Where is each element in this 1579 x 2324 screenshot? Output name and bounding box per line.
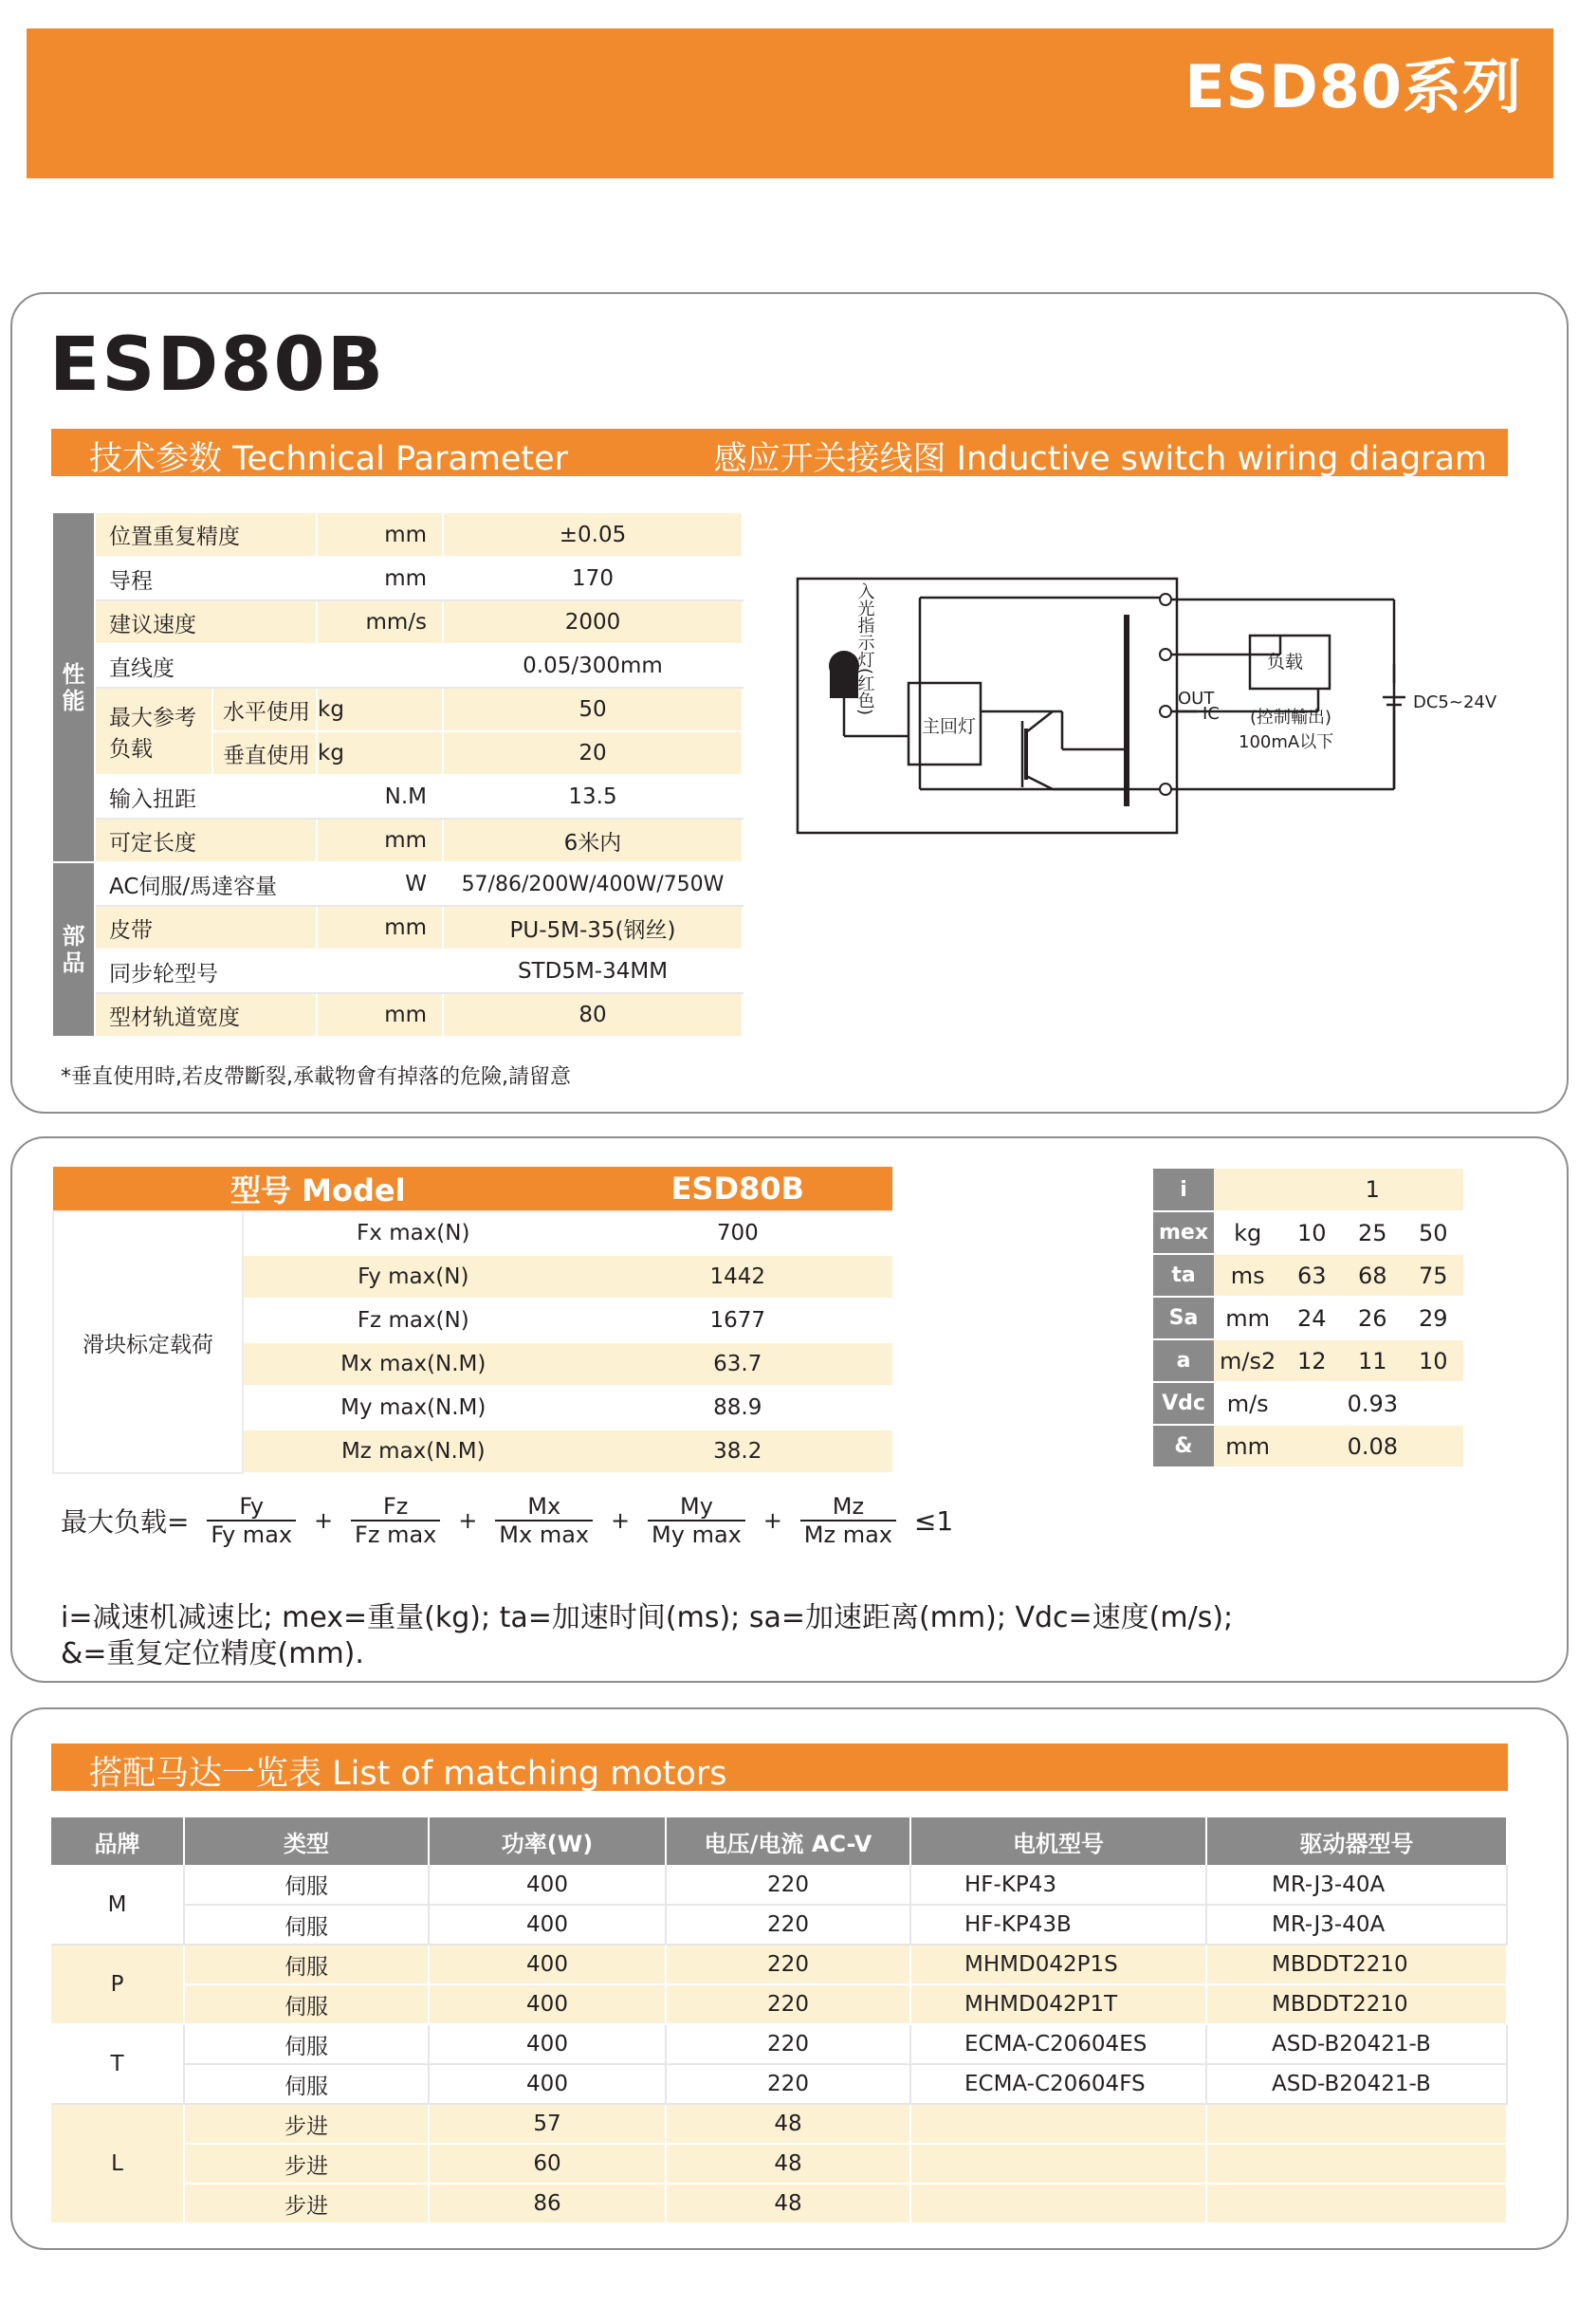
speed-value: 25	[1342, 1211, 1403, 1254]
motor-model-cell	[910, 2144, 1206, 2184]
speed-value: 0.08	[1281, 1425, 1463, 1467]
param-unit: W	[317, 862, 443, 906]
main-circuit-label: 主回灯	[922, 716, 977, 737]
type-cell: 步进	[184, 2184, 429, 2223]
param-unit	[317, 644, 443, 688]
param-value: 2000	[443, 600, 743, 644]
load-value: 88.9	[583, 1386, 892, 1429]
speed-key: i	[1153, 1169, 1214, 1211]
load-name: Fx max(N)	[243, 1211, 583, 1255]
param-name: 导程	[95, 557, 317, 600]
param-value: STD5M-34MM	[443, 950, 743, 993]
voltage-label: DC5~24V	[1413, 692, 1497, 712]
param-value: 80	[443, 993, 743, 1037]
type-cell: 步进	[184, 2104, 429, 2144]
speed-unit: m/s2	[1214, 1339, 1281, 1382]
param-unit: N.M	[317, 775, 443, 819]
param-name: 输入扭距	[95, 775, 317, 819]
load-value: 700	[583, 1211, 892, 1255]
voltage-cell: 48	[666, 2184, 910, 2223]
section-bar-motors	[51, 1743, 1508, 1791]
load-value: 1677	[583, 1299, 892, 1342]
motor-model-cell: MHMD042P1S	[910, 1945, 1206, 1984]
wiring-diagram	[787, 569, 1536, 854]
param-unit: kg	[317, 731, 443, 775]
voltage-cell: 220	[666, 2024, 910, 2064]
load-name: Mz max(N.M)	[243, 1429, 583, 1473]
param-name: 皮带	[95, 906, 317, 950]
param-name: 建议速度	[95, 600, 317, 644]
voltage-cell: 220	[666, 1905, 910, 1945]
load-name: My max(N.M)	[243, 1386, 583, 1429]
speed-value: 1	[1281, 1169, 1463, 1211]
load-label: 负载	[1267, 652, 1304, 673]
driver-model-cell	[1206, 2104, 1507, 2144]
symbol-legend-line2: &=重复定位精度(mm).	[61, 1637, 364, 1670]
motor-model-cell: MHMD042P1T	[910, 1984, 1206, 2024]
speed-key: Vdc	[1153, 1382, 1214, 1425]
cat-parts: 部品	[53, 862, 95, 1037]
speed-unit: mm	[1214, 1425, 1281, 1467]
param-unit: mm	[317, 557, 443, 600]
formula-tail: ≤1	[913, 1504, 954, 1537]
speed-value: 10	[1403, 1339, 1463, 1382]
type-cell: 伺服	[184, 2024, 429, 2064]
param-name: 可定长度	[95, 819, 317, 862]
tech-title: 技术参数 Technical Parameter	[89, 440, 569, 478]
driver-model-cell: MR-J3-40A	[1206, 1865, 1507, 1905]
cat-performance: 性能	[53, 513, 95, 862]
param-name: 最大参考负载	[95, 688, 212, 775]
power-cell: 400	[429, 1984, 666, 2024]
speed-unit: ms	[1214, 1254, 1281, 1297]
power-cell: 400	[429, 2024, 666, 2064]
load-name: Mx max(N.M)	[243, 1342, 583, 1386]
speed-table	[1153, 1169, 1463, 1468]
wiring-title: 感应开关接线图 Inductive switch wiring diagram	[713, 440, 1487, 478]
type-cell: 步进	[184, 2144, 429, 2184]
power-cell: 400	[429, 1945, 666, 1984]
slider-load-table	[52, 1167, 892, 1474]
load-name: Fz max(N)	[243, 1299, 583, 1342]
formula-term: $\frac{Fy}{\text{Fy max}}$	[207, 1493, 296, 1548]
param-sub: 水平使用	[212, 688, 317, 731]
motor-model-cell: HF-KP43	[910, 1865, 1206, 1905]
speed-value: 29	[1403, 1297, 1463, 1339]
param-unit: mm	[317, 513, 443, 557]
speed-value: 75	[1403, 1254, 1463, 1297]
ic-label: IC	[1203, 704, 1220, 724]
motor-model-cell	[910, 2104, 1206, 2144]
motor-model-cell: HF-KP43B	[910, 1905, 1206, 1945]
param-unit: mm	[317, 993, 443, 1037]
model-title: ESD80B	[49, 323, 386, 408]
param-value: 13.5	[443, 775, 743, 819]
speed-value: 11	[1342, 1339, 1403, 1382]
speed-unit: kg	[1214, 1211, 1281, 1254]
driver-model-cell	[1206, 2144, 1507, 2184]
col-driver-model: 驱动器型号	[1206, 1817, 1507, 1865]
col-motor-model: 电机型号	[910, 1817, 1206, 1865]
power-cell: 86	[429, 2184, 666, 2223]
param-sub: 垂直使用	[212, 731, 317, 775]
col-voltage: 电压/电流 AC-V	[666, 1817, 910, 1865]
driver-model-cell	[1206, 2184, 1507, 2223]
voltage-cell: 220	[666, 1945, 910, 1984]
model-header: 型号 Model	[53, 1167, 583, 1211]
power-cell: 400	[429, 1905, 666, 1945]
vertical-use-note: *垂直使用時,若皮帶斷裂,承載物會有掉落的危險,請留意	[61, 1065, 571, 1089]
type-cell: 伺服	[184, 1945, 429, 1984]
model-value-header: ESD80B	[583, 1167, 892, 1211]
power-cell: 400	[429, 1865, 666, 1905]
current-label: 100mA以下	[1239, 732, 1334, 752]
formula-plus: +	[762, 1507, 782, 1534]
speed-key: Sa	[1153, 1297, 1214, 1339]
control-output-label: (控制輸出)	[1250, 708, 1332, 728]
type-cell: 伺服	[184, 1984, 429, 2024]
param-name: 直线度	[95, 644, 317, 688]
speed-unit: mm	[1214, 1297, 1281, 1339]
speed-key: mex	[1153, 1211, 1214, 1254]
speed-value: 68	[1342, 1254, 1403, 1297]
driver-model-cell: ASD-B20421-B	[1206, 2064, 1507, 2104]
param-value: 0.05/300mm	[443, 644, 743, 688]
param-name: 位置重复精度	[95, 513, 317, 557]
out-label: OUT	[1178, 689, 1215, 709]
param-value: ±0.05	[443, 513, 743, 557]
speed-unit: m/s	[1214, 1382, 1281, 1425]
speed-key: a	[1153, 1339, 1214, 1382]
load-value: 38.2	[583, 1429, 892, 1473]
power-cell: 60	[429, 2144, 666, 2184]
param-name: 型材轨道宽度	[95, 993, 317, 1037]
load-value: 63.7	[583, 1342, 892, 1386]
param-value: 57/86/200W/400W/750W	[443, 862, 743, 906]
param-value: 6米内	[443, 819, 743, 862]
series-title: ESD80系列	[1184, 52, 1522, 121]
brand-cell: L	[51, 2104, 184, 2223]
speed-key: ta	[1153, 1254, 1214, 1297]
speed-value: 24	[1281, 1297, 1342, 1339]
brand-cell: T	[51, 2024, 184, 2104]
param-name: AC伺服/馬達容量	[95, 862, 317, 906]
param-unit: mm	[317, 906, 443, 950]
voltage-cell: 220	[666, 2064, 910, 2104]
type-cell: 伺服	[184, 1905, 429, 1945]
formula-label: 最大负载=	[61, 1506, 190, 1538]
formula-plus: +	[611, 1507, 631, 1534]
voltage-cell: 48	[666, 2104, 910, 2144]
power-cell: 57	[429, 2104, 666, 2144]
speed-value: 12	[1281, 1339, 1342, 1382]
col-brand: 品牌	[51, 1817, 184, 1865]
speed-value: 26	[1342, 1297, 1403, 1339]
max-load-formula	[61, 1493, 959, 1548]
slider-load-group-label: 滑块标定载荷	[53, 1211, 243, 1473]
type-cell: 伺服	[184, 1865, 429, 1905]
voltage-cell: 220	[666, 1984, 910, 2024]
load-name: Fy max(N)	[243, 1255, 583, 1299]
speed-unit	[1214, 1169, 1281, 1211]
param-unit: kg	[317, 688, 443, 731]
tech-parameter-table	[53, 513, 744, 1038]
driver-model-cell: MBDDT2210	[1206, 1984, 1507, 2024]
indicator-label: 入光指示灯(红色)	[854, 582, 875, 716]
section-bar-tech	[51, 429, 1508, 476]
param-value: PU-5M-35(钢丝)	[443, 906, 743, 950]
driver-model-cell: ASD-B20421-B	[1206, 2024, 1507, 2064]
speed-key: &	[1153, 1425, 1214, 1467]
voltage-cell: 220	[666, 1865, 910, 1905]
speed-value: 10	[1281, 1211, 1342, 1254]
matching-motors-table	[51, 1817, 1508, 2224]
driver-model-cell: MBDDT2210	[1206, 1945, 1507, 1984]
param-value: 50	[443, 688, 743, 731]
col-type: 类型	[184, 1817, 429, 1865]
motor-model-cell: ECMA-C20604FS	[910, 2064, 1206, 2104]
formula-term: $\frac{My}{\text{My max}}$	[648, 1493, 745, 1548]
motor-model-cell: ECMA-C20604ES	[910, 2024, 1206, 2064]
param-value: 20	[443, 731, 743, 775]
formula-term: $\frac{Fz}{\text{Fz max}}$	[351, 1493, 440, 1548]
formula-plus: +	[458, 1507, 478, 1534]
param-unit	[317, 950, 443, 993]
param-unit: mm/s	[317, 600, 443, 644]
driver-model-cell: MR-J3-40A	[1206, 1905, 1507, 1945]
voltage-cell: 48	[666, 2144, 910, 2184]
col-power: 功率(W)	[429, 1817, 666, 1865]
type-cell: 伺服	[184, 2064, 429, 2104]
param-unit: mm	[317, 819, 443, 862]
param-value: 170	[443, 557, 743, 600]
symbol-legend-line1: i=减速机减速比; mex=重量(kg); ta=加速时间(ms); sa=加速距离(mm); Vdc=速度(m/s);	[61, 1601, 1234, 1634]
speed-value: 63	[1281, 1254, 1342, 1297]
param-name: 同步轮型号	[95, 950, 317, 993]
load-value: 1442	[583, 1255, 892, 1299]
speed-value: 0.93	[1281, 1382, 1463, 1425]
brand-cell: P	[51, 1945, 184, 2024]
motor-model-cell	[910, 2184, 1206, 2223]
power-cell: 400	[429, 2064, 666, 2104]
formula-term: $\frac{Mz}{\text{Mz max}}$	[800, 1493, 896, 1548]
brand-cell: M	[51, 1865, 184, 1945]
formula-term: $\frac{Mx}{\text{Mx max}}$	[495, 1493, 593, 1548]
formula-plus: +	[314, 1507, 334, 1534]
speed-value: 50	[1403, 1211, 1463, 1254]
motors-title: 搭配马达一览表 List of matching motors	[89, 1755, 727, 1793]
